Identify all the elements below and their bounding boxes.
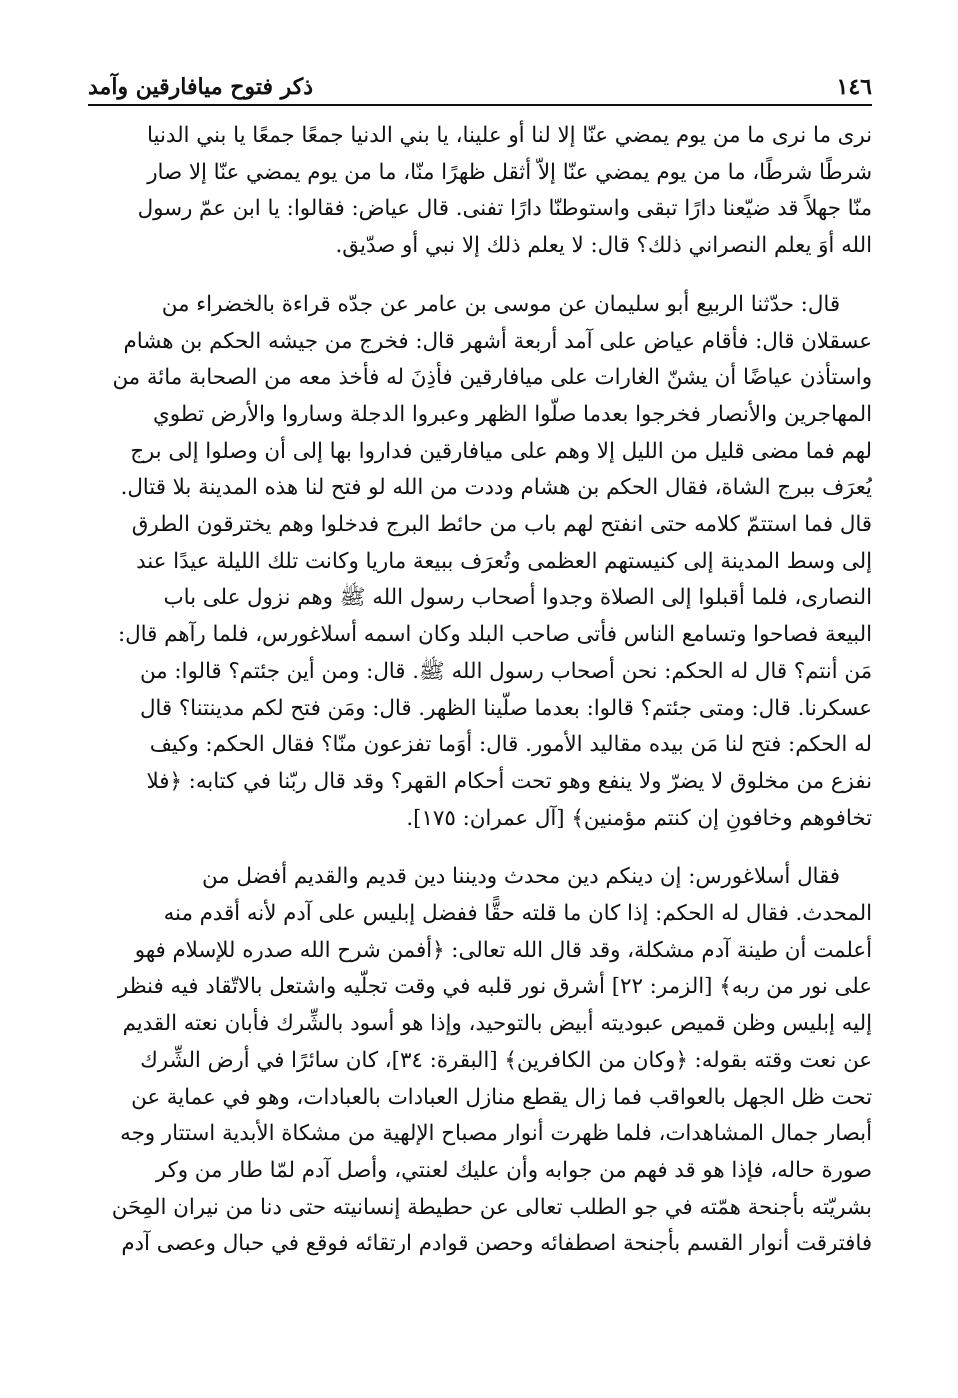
text-line: تحت ظل الجهل بالعواقب فما زال يقطع منازل العبادات بالعبادات، وهو في عماية عن <box>131 1084 872 1110</box>
text-line: عن نعت وقته بقوله: ﴿وكان من الكافرين﴾ [البقرة: ٣٤]، كان سائرًا في أرض الشِّرك <box>140 1047 872 1073</box>
text-line: له الحكم: فتح لنا مَن بيده مقاليد الأمور. قال: أوَما تفزعون منّا؟ فقال الحكم: وكيف <box>149 732 872 758</box>
text-line: صورة حاله، فإذا هو قد فهم من جوابه وأن عليك لعنتي، وأصل آدم لمّا طار من وكر <box>155 1157 872 1183</box>
text-line: نرى ما نرى ما من يوم يمضي عنّا إلا لنا أو علينا، يا بني الدنيا جمعًا جمعًا يا بني الدنيا <box>147 123 872 148</box>
text-line: تخافوهم وخافونِ إن كنتم مؤمنين﴾ [آل عمران: ١٧٥]. <box>406 805 872 831</box>
text-line: النصارى، فلما أقبلوا إلى الصلاة وجدوا أصحاب رسول الله ﷺ وهم نزول على باب <box>163 585 872 611</box>
text-line: يُعرَف ببرج الشاة، فقال الحكم بن هشام وددت من الله لو فتح لنا هذه المدينة بلا قتال. <box>120 475 872 501</box>
running-title: ذكر فتوح ميافارقين وآمد <box>88 74 314 100</box>
text-line: إلى وسط المدينة إلى كنيستهم العظمى وتُعرَف ببيعة ماريا وكانت تلك الليلة عيدًا عند <box>136 548 872 574</box>
text-line: إليه إبليس وظن قميص عبوديته أبيض بالتوحيد، وإذا هو أسود بالشِّرك فأبان نعته القديم <box>122 1011 872 1037</box>
text-line: عسكرنا. قال: ومتى جئتم؟ قالوا: بعدما صلّينا الظهر. قال: ومَن فتح لكم مدينتنا؟ قال <box>139 695 872 721</box>
text-line: المحدث. فقال له الحكم: إذا كان ما قلته حقًّا ففضل إبليس على آدم لأنه أقدم منه <box>163 901 872 927</box>
text-line: المهاجرين والأنصار فخرجوا بعدما صلّوا الظهر وعبروا الدجلة وساروا والأرض تطوي <box>153 401 872 427</box>
text-line: أبصار جمال المشاهدات، فلما ظهرت أنوار مصباح الإلهية من مشكاة الأبدية استتار وجه <box>120 1121 872 1147</box>
text-line: أعلمت أن طينة آدم مشكلة، وقد قال الله تعالى: ﴿أفمن شرح الله صدره للإسلام فهو <box>134 937 872 963</box>
text-line: البيعة فصاحوا وتسامع الناس فأتى صاحب البلد وكان اسمه أسلاغورس، فلما رآهم قال: <box>118 622 872 648</box>
paragraph-2 <box>88 287 872 838</box>
text-line: نفزع من مخلوق لا يضرّ ولا ينفع وهو تحت أحكام القهر؟ وقد قال ربّنا في كتابه: ﴿فلا <box>146 768 872 794</box>
text-line: عسقلان قال: فأقام عياض على آمد أربعة أشهر قال: فخرج من جيشه الحكم بن هشام <box>123 328 872 354</box>
text-line: واستأذن عياضًا أن يشنّ الغارات على ميافارقين فأذِنَ له فأخذ معه من الصحابة مائة من <box>112 365 872 391</box>
text-line: قال: حدّثنا الربيع أبو سليمان عن موسى بن عامر عن جدّه قراءة بالخضراء من <box>161 291 840 317</box>
text-line: مَن أنتم؟ قال له الحكم: نحن أصحاب رسول الله ﷺ. قال: ومن أين جئتم؟ قالوا: من <box>139 658 872 684</box>
text-line: شرطًا شرطًا، ما من يوم يمضي عنّا إلاّ أثقل ظهرًا منّا، ما من يوم يمضي عنّا إلا صار <box>147 159 872 185</box>
text-line: منّا جهلاً قد ضيّعنا دارًا تبقى واستوطنّا دارًا تفنى. قال عياض: فقالوا: يا ابن عمّ رسول <box>137 196 872 222</box>
text-line: بشريّته بأجنحة همّته في جو الطلب تعالى عن حطيطة إنسانيته حتى دنا من نيران المِحَن <box>111 1194 872 1220</box>
text-line: على نور من ربه﴾ [الزمر: ٢٢] أشرق نور قلبه في وقت تجلّيه واشتعل بالاتّقاد فيه فنظر <box>117 974 872 1000</box>
paragraph-3 <box>88 859 872 1263</box>
page-header <box>88 70 872 106</box>
text-line: فقال أسلاغورس: إن دينكم دين محدث وديننا دين قديم والقديم أفضل من <box>202 864 840 890</box>
page-number: ١٤٦ <box>836 74 872 100</box>
text-line: قال فما استتمّ كلامه حتى انفتح لهم باب من حائط البرج فدخلوا وهم يخترقون الطرق <box>131 512 872 538</box>
text-line: فافترقت أنوار القسم بأجنحة اصطفائه وحصن قوادم ارتقائه فوقع في حبال وعصى آدم <box>121 1231 872 1257</box>
text-line: الله أوَ يعلم النصراني ذلك؟ قال: لا يعلم ذلك إلا نبي أو صدّيق. <box>335 233 872 259</box>
paragraph-1 <box>88 118 872 265</box>
book-page <box>88 70 872 1370</box>
text-line: لهم فما مضى قليل من الليل إلا وهم على ميافارقين فداروا بها إلى أن وصلوا إلى برج <box>130 438 872 464</box>
